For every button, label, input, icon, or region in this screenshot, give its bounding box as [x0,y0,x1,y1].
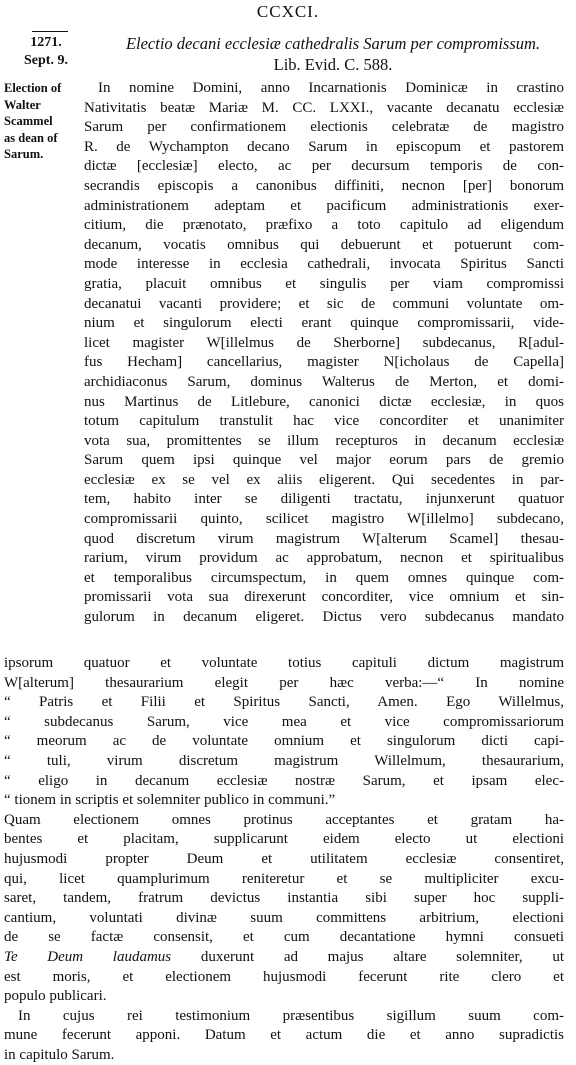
text-line: citium, die prænotato, præfixo a toto capitulo ad eligendum [84,217,564,234]
text-line: “ meorum ac de voluntate omnium et singulorum dicti capi- [4,733,564,750]
text-line: est moris, et electionem hujusmodi fecerunt rite clero et [4,968,564,985]
body-text-indented [84,79,564,628]
text-line: In cujus rei testimonium præsentibus sigillum suum com- [18,1007,564,1024]
margin-year: 1271. [30,35,62,50]
text-line: nium et singulorum electi erant quinque compromissarii, vide- [84,315,564,332]
text-line: cantium, voluntati divinæ suum committens arbitrium, electioni [4,909,564,926]
text-line: saret, tandem, fratrum devictus instantia sibi super hoc suppli- [4,890,564,907]
text-line: bentes et placitam, supplicarunt eidem electo ut electioni [4,831,564,848]
text-line: ipsorum quatuor et voluntate totius capituli dictum magistrum [4,655,564,671]
text-line: Sarum quem ipsi quinque vel major eorum pars de gremio [84,452,564,469]
body-text-full-width [4,654,564,1065]
text-line: administrationem adeptam et pacificum administrationis exer- [84,197,564,214]
text-line: in capitulo Sarum. [4,1046,115,1063]
text-line: compromissarii quinto, scilicet magistro W[illelmo] subdecano, [84,511,564,528]
text-line: Te Deum laudamus duxerunt ad majus altare solemniter, ut [4,948,564,965]
text-line: In nomine Domini, anno Incarnationis Dominicæ in crastino [98,80,564,96]
text-line: decanum, vocatis omnibus qui debuerunt et potuerunt com- [84,236,564,253]
margin-date: Sept. 9. [24,53,68,68]
text-line: hujusmodi propter Deum et utilitatem ecclesiæ consentiret, [4,850,564,867]
text-line: archidiaconus Sarum, dominus Walterus de Merton, et domi- [84,373,564,390]
margin-note-line: Scammel [4,114,53,128]
text-line: W[alterum] thesaurarium elegit per hæc verba:—“ In nomine [4,674,564,691]
text-line: Quam electionem omnes protinus acceptantes et gratam ha- [4,811,564,828]
text-line: et temporalibus circumspectum, in quem omnes quinque com- [84,569,564,586]
text-line: “ tionem in scriptis et solemniter publico in communi.” [4,792,336,809]
text-line: ecclesiæ ex se vel ex aliis eligerent. Qui secedentes in par- [84,471,564,488]
text-line: “ eligo in decanum ecclesiæ nostræ Sarum, et ipsam elec- [4,772,564,789]
text-line: gratia, placuit omnibus et singulis per viam compromissi [84,275,564,292]
text-line: totum capitulum transtulit hac vice concorditer et unanimiter [84,413,564,430]
text-line: “ tuli, virum discretum magistrum Willelmum, thesaurarium, [4,752,564,769]
margin-note-line: Sarum. [4,147,44,161]
text-line: de se factæ consensit, et cum decantatione hymni consueti [4,929,564,946]
text-line: nus Martinus de Litlebure, canonici dictæ ecclesiæ, in quos [84,393,564,410]
charter-number: CCXCI. [256,2,320,21]
text-line: rarium, virum providum ac approbatum, necnon et spiritualibus [84,550,564,567]
text-line: tem, habito inter se diligenti tractatu, injunxerunt quatuor [84,491,564,508]
text-line: fus Hecham] cancellarius, magister N[icholaus de Capella] [84,354,564,371]
document-title: Electio decani ecclesiæ cathedralis Sarum per compromissum. [125,34,541,53]
text-line: promissarii vota sua direxerunt concorditer, vice omnium et sin- [84,589,564,606]
text-line: dictæ [ecclesiæ] electo, ac per decursum temporis de con- [84,158,564,175]
text-line: populo publicari. [4,988,107,1005]
text-line: “ Patris et Filii et Spiritus Sancti, Amen. Ego Willelmus, [4,694,564,711]
text-line: mode interesse in ecclesia cathedrali, invocata Spiritus Sancti [84,256,564,273]
italic-phrase: Te Deum laudamus [4,948,172,965]
text-line: mune fecerunt apponi. Datum et actum die et anno supradictis [4,1027,564,1044]
margin-note-line: as dean of [4,130,58,145]
text-line: Nativitatis beatæ Mariæ M. CC. LXXI., vacante decanatu ecclesiæ [84,99,564,116]
source-reference: Lib. Evid. C. 588. [273,55,393,74]
text-line: licet magister W[illelmus de Sherborne] subdecanus, R[adul- [84,334,564,351]
text-line: secrandis episcopis a canonibus diffiniti, necnon [per] bonorum [84,177,564,194]
text-line: decanatui vacanti providere; et sic de communi voluntate om- [84,295,564,312]
text-line: quod discretum virum magistrum W[alterum Scamel] thesau- [84,530,564,547]
margin-note-line: Election of [4,81,62,95]
margin-note [4,80,86,163]
text-line: gulorum in decanum eligeret. Dictus vero subdecanus mandato [84,609,564,626]
margin-note-line: Walter [4,97,41,112]
text-line: vota sua, promittentes se illum recepturos in decanum ecclesiæ [84,432,564,449]
text-line: “ subdecanus Sarum, vice mea et vice compromissariorum [4,713,564,730]
divider-rule [32,31,68,32]
text-line: Sarum per confirmationem electionis celebratæ de magistro [84,119,564,136]
text-line: qui, licet quamplurimum reniteretur et se multipliciter excu- [4,870,564,887]
text-line: R. de Wychampton decano Sarum in episcopum et pastorem [84,138,564,155]
